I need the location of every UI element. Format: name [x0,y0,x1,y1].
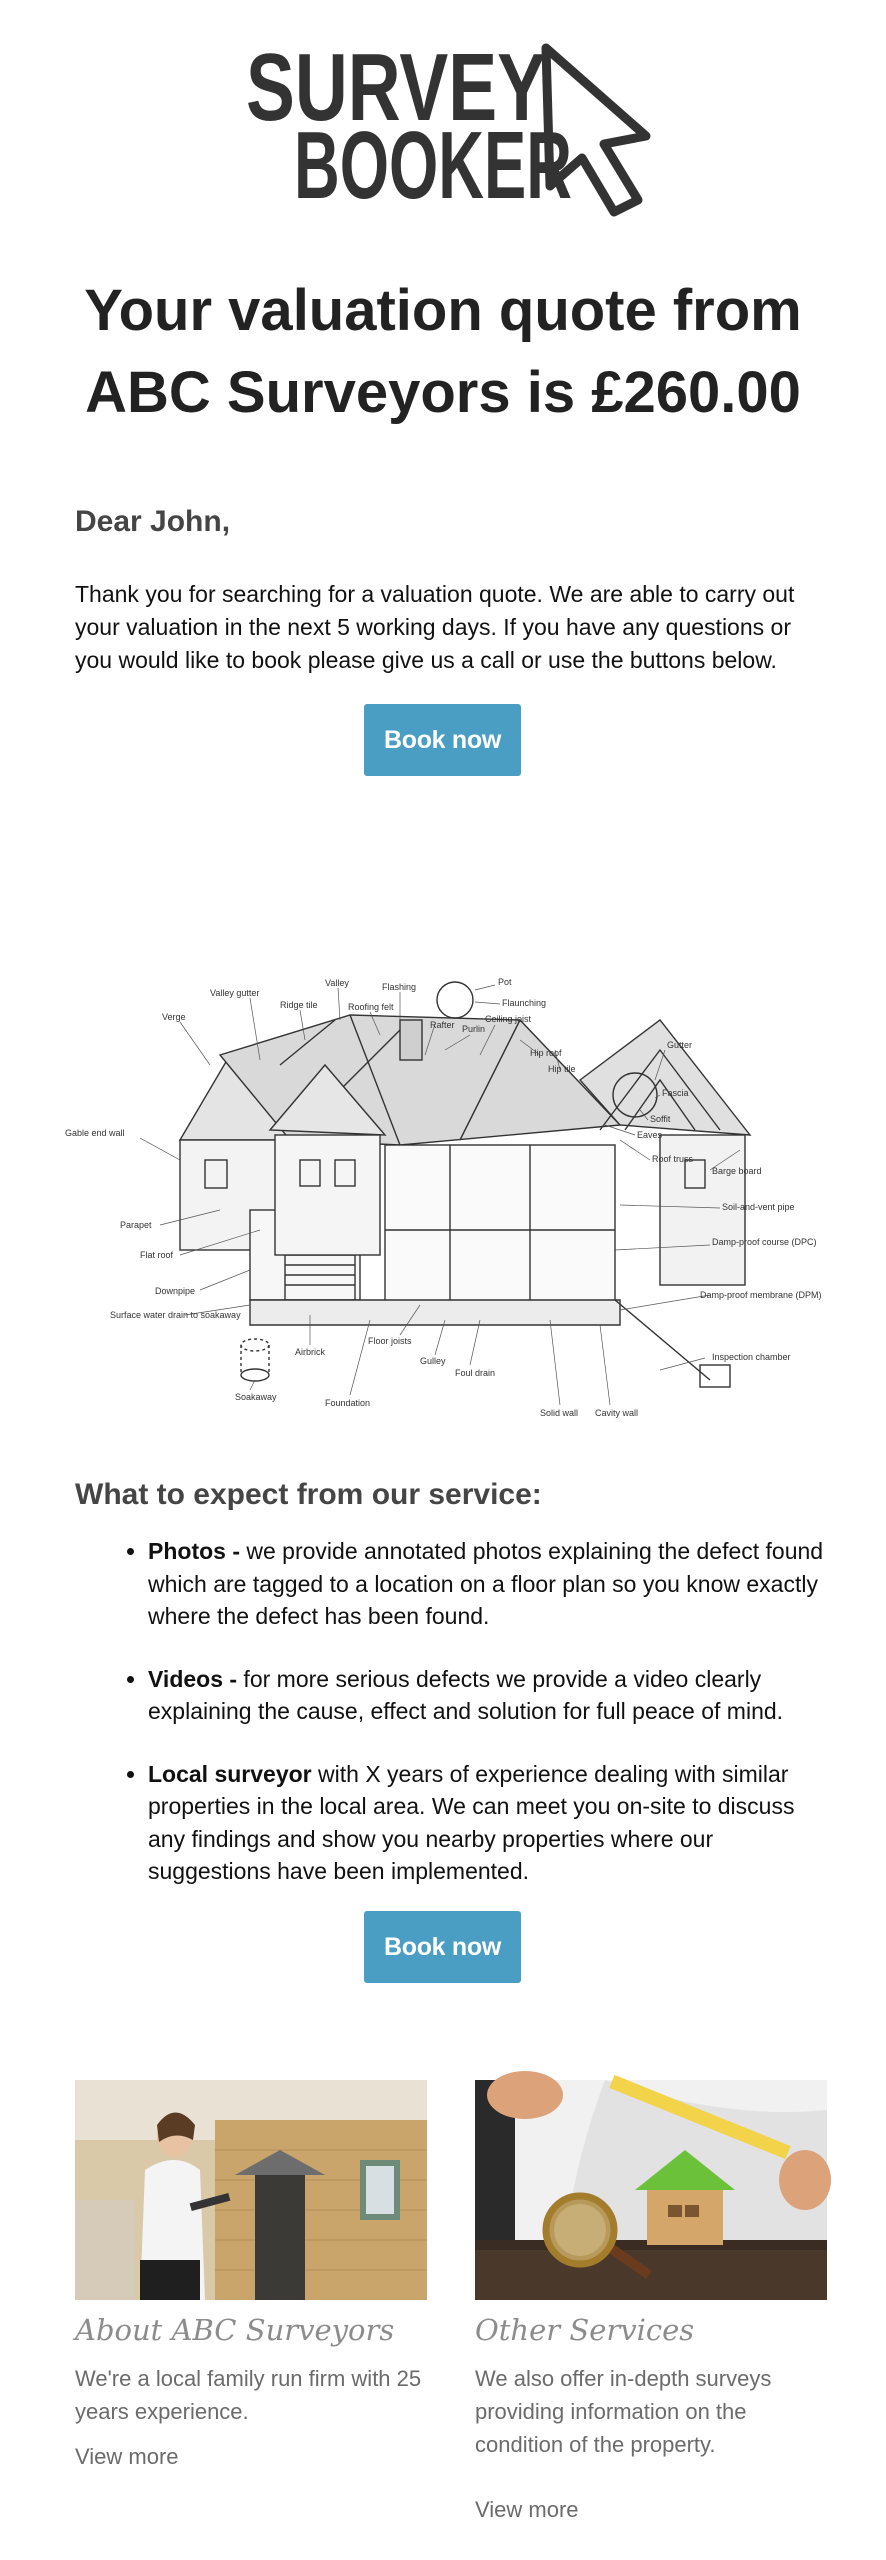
label-rafter: Rafter [430,1020,455,1030]
services-card [475,2080,827,2523]
label-ridge-tile: Ridge tile [280,1000,318,1010]
surveyor-photo[interactable] [75,2080,427,2300]
label-soffit: Soffit [650,1114,671,1124]
label-gable-end-wall: Gable end wall [65,1128,125,1138]
survey-booker-logo [246,34,666,219]
headline-line-2: ABC Surveyors is £260.00 [85,360,801,425]
list-item [75,1663,835,1728]
label-flat-roof: Flat roof [140,1250,174,1260]
label-flaunching: Flaunching [502,998,547,1008]
label-dpm: Damp-proof membrane (DPM) [700,1290,822,1300]
about-card-title: About ABC Surveyors [75,2313,395,2347]
label-hip-roof: Hip roof [530,1048,562,1058]
label-purlin: Purlin [462,1024,486,1034]
feature-text: for more serious defects we provide a video clearly explaining the cause, effect and solution for full peace of mind. [148,1665,784,1724]
label-valley-gutter: Valley gutter [210,988,260,998]
label-pot: Pot [498,977,512,987]
headline-line-1: Your valuation quote from [84,278,802,343]
label-valley: Valley [325,978,349,988]
label-fascia: Fascia [662,1088,689,1098]
label-gulley: Gulley [420,1356,446,1366]
label-floor-joists: Floor joists [368,1336,412,1346]
bullet-icon [127,1676,134,1683]
feature-text: we provide annotated photos explaining the defect found which are tagged to a location on a floor plan so you know exactly where the defect has been found. [148,1538,824,1629]
house-drawing [180,982,750,1387]
book-now-button-top[interactable]: Book now [364,704,521,776]
label-roof-truss: Roof truss [652,1154,694,1164]
greeting: Dear John, [75,505,231,538]
logo-text-survey: SURVEY [246,34,546,141]
list-item [75,1758,835,1888]
about-card-text: We're a local family run firm with 25 years experience. [75,2366,422,2424]
services-view-more-link[interactable]: View more [475,2497,579,2522]
services-heading: What to expect from our service: [75,1478,542,1511]
feature-text: with X years of experience dealing with similar properties in the local area. We can meet you on-site to discuss any findings and show you nearby properties where our suggestions have been implemented. [148,1760,795,1884]
label-gutter: Gutter [667,1040,693,1050]
book-now-button-bottom[interactable]: Book now [364,1911,521,1983]
bullet-icon [127,1548,134,1555]
feature-label: Videos - [148,1665,238,1692]
label-soil-and-vent-pipe: Soil-and-vent pipe [722,1202,795,1212]
house-inspection-photo[interactable] [475,2080,827,2300]
services-card-text: We also offer in-depth surveys providing information on the condition of the property. [475,2366,772,2457]
label-eaves: Eaves [637,1130,663,1140]
label-verge: Verge [162,1012,186,1022]
label-solid-wall: Solid wall [540,1408,579,1418]
label-barge-board: Barge board [712,1166,762,1176]
feature-label: Local surveyor [148,1760,312,1787]
label-surface-water-drain: Surface water drain to soakaway [110,1310,241,1320]
about-view-more-link[interactable]: View more [75,2444,179,2469]
label-cavity-wall: Cavity wall [595,1408,639,1418]
page-title [60,270,826,434]
about-card [75,2080,427,2470]
list-item [75,1535,835,1633]
label-foundation: Foundation [325,1398,371,1408]
label-soakaway: Soakaway [235,1392,277,1402]
bullet-icon [127,1771,134,1778]
label-dpc: Damp-proof course (DPC) [712,1237,817,1247]
feature-label: Photos - [148,1538,240,1564]
services-card-title: Other Services [475,2313,695,2347]
label-hip-tile: Hip tile [548,1064,576,1074]
label-ceiling-joist: Ceiling joist [485,1014,532,1024]
intro-paragraph: Thank you for searching for a valuation quote. We are able to carry out your valuation in the next 5 working days. If you have any questions or you would like to book please give us a call or use the buttons below. [75,581,795,673]
label-parapet: Parapet [120,1220,152,1230]
label-inspection-chamber: Inspection chamber [712,1352,791,1362]
label-foul-drain: Foul drain [455,1368,496,1378]
label-roofing-felt: Roofing felt [348,1002,394,1012]
logo-text-booker: BOOKER [294,112,572,219]
house-anatomy-diagram [65,960,822,1440]
label-downpipe: Downpipe [155,1286,196,1296]
label-airbrick: Airbrick [295,1347,326,1357]
label-flashing: Flashing [382,982,417,992]
services-list [75,1535,835,1918]
